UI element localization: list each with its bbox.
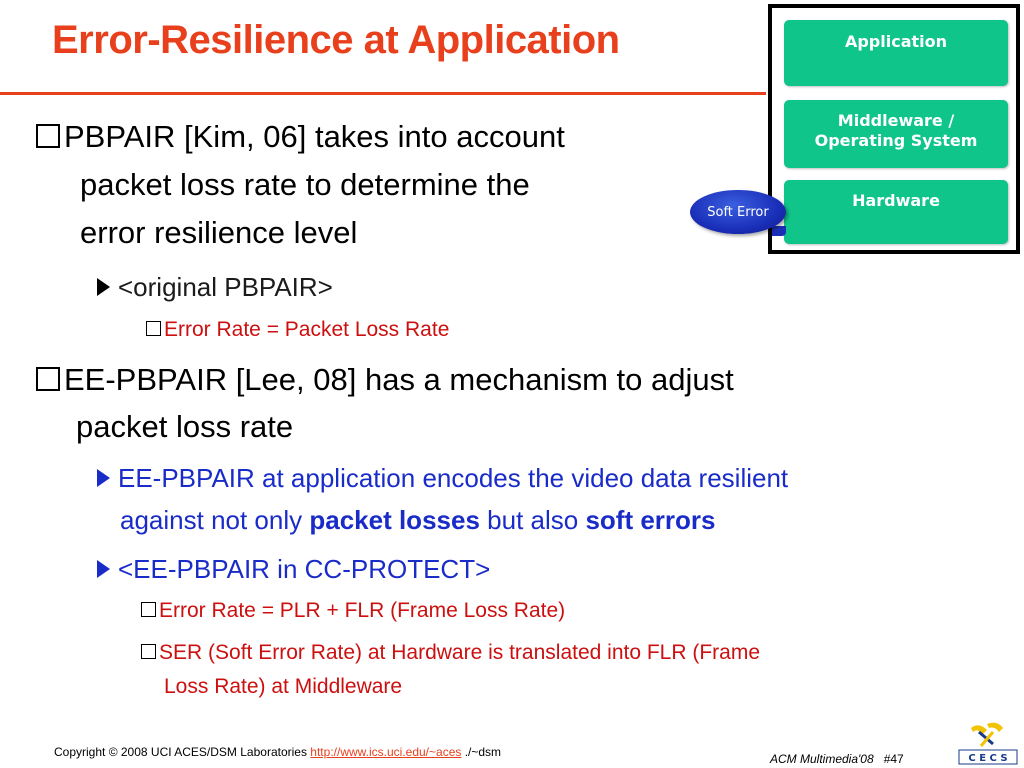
layer-application: Application xyxy=(784,20,1008,86)
bullet-2-sub-2: <EE-PBPAIR in CC-PROTECT> xyxy=(97,552,490,586)
bullet-2-sub-1: EE-PBPAIR at application encodes the video data resilient xyxy=(97,461,788,495)
arrow-bullet-icon xyxy=(97,278,110,296)
bullet-1-subsub: Error Rate = Packet Loss Rate xyxy=(146,316,449,344)
layer-stack-diagram xyxy=(768,4,1020,254)
bullet-1-line-2: packet loss rate to determine the xyxy=(80,167,530,202)
checkbox-bullet-icon xyxy=(36,367,60,391)
bullet-2-line-2: packet loss rate xyxy=(76,409,294,444)
arrow-bullet-icon xyxy=(97,560,110,578)
checkbox-bullet-icon xyxy=(146,321,161,336)
soft-error-pointer xyxy=(772,226,786,236)
bullet-1-sub: <original PBPAIR> xyxy=(97,270,333,304)
checkbox-bullet-icon xyxy=(36,124,60,148)
bullet-2-sub-1-line-2: against not only packet losses but also soft errors xyxy=(120,505,716,535)
bullet-2-subsub-2: SER (Soft Error Rate) at Hardware is translated into FLR (Frame xyxy=(141,639,760,667)
bullet-2-subsub-1: Error Rate = PLR + FLR (Frame Loss Rate) xyxy=(141,597,565,625)
title-underline xyxy=(0,92,766,95)
bullet-2: EE-PBPAIR [Lee, 08] has a mechanism to adjust xyxy=(36,360,734,400)
footer-link[interactable]: http://www.ics.uci.edu/~aces xyxy=(310,745,462,759)
bullet-1: PBPAIR [Kim, 06] takes into account xyxy=(36,117,565,157)
layer-middleware: Middleware / Operating System xyxy=(784,100,1008,168)
bullet-1-line-3: error resilience level xyxy=(80,215,358,250)
cecs-logo-icon xyxy=(957,720,1019,766)
footer-conference: ACM Multimedia'08 #47 xyxy=(770,752,904,766)
slide-number: #47 xyxy=(883,752,904,766)
bullet-2-subsub-2-line-2: Loss Rate) at Middleware xyxy=(164,675,403,698)
soft-error-callout: Soft Error xyxy=(690,190,786,234)
arrow-bullet-icon xyxy=(97,469,110,487)
footer-copyright: Copyright © 2008 UCI ACES/DSM Laboratories http://www.ics.uci.edu/~aces ./~dsm xyxy=(54,745,502,759)
layer-hardware: Hardware xyxy=(784,180,1008,244)
checkbox-bullet-icon xyxy=(141,602,156,617)
svg-text:C E C S: C E C S xyxy=(968,753,1008,764)
slide-title: Error-Resilience at Application xyxy=(52,18,620,62)
checkbox-bullet-icon xyxy=(141,644,156,659)
